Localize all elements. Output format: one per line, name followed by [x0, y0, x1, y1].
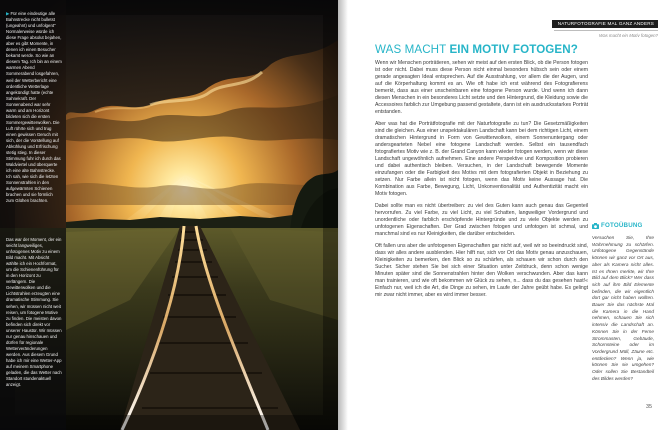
caption-top-text: Für eine eindeutige alle Bahnstrecke nicht bulletst (ungeahnt) und unfolgent" Normalerweise würde ich diese Frage absolut bejahen, aber es gibt Momente, in denen ich einen Besucher bekamt werde. So wie an diesem Tag. Ich bin an einem warmen Abend Sommerabend losgefahren, weil der Wetterbericht eine ordentliche Wetterlage angekündigt hatte (echte Sahnekraft. Der Sonnenabend war sehr warm und am Horizont bildeten sich die ersten Sommergewitterwolken. Die Luft rührte sich und trug einen gewissen Geruch mit sich, der die Vorstellung auf Abkühlung und Erfrischung stetig stieg. In dieser Stimmung fuhr ich durch das Waldviertel und überquerte ich eine alte Bahnstrecke. Ich sah, wie sich die letzten Sonnenstrahlen in den aufgewärmten Schienen brachen und sie förmlich zum Glühen brachten.: [6, 11, 62, 204]
running-head-subtitle: Was macht ein Motiv fotogen?: [599, 33, 658, 38]
page-number: 35: [646, 404, 652, 410]
running-head: [552, 12, 658, 38]
caption-column: [0, 0, 66, 430]
photo-exercise-label: FOTOÜBUNG: [601, 222, 643, 229]
body-paragraph: Oft fallen uns aber die unfotogenen Eigenschaften gar nicht auf, weil wir so beeindruckt sind, dass wir alles andere ausblenden. Hier hilft nur, sich vor Ort das Motiv genau anzuschauen, Kleinigkeiten zu bemerken, den Blick so zu schärfen, als schauen wir schon durch den Sucher. Sicher stehen Sie bei sich einer Situation unter Zeitdruck, denn schon wenige Minuten später sind die Sonnenstrahlen hinter den Wolken verschwunden. Aber das kann man trainieren, und wie oft bekommen wir Glück zu sehen, n... dass du das gesehen hast!« Einfach nur, weil ich die Art, die Dinge zu sehen, im Laufe der Jahre geübt habe. Es gelingt mir zwar nicht immer, aber es wird immer besser.: [375, 242, 588, 299]
photo-exercise-box: [592, 222, 654, 382]
heading-light: WAS MACHT: [375, 43, 450, 56]
caption-marker-icon: ▶: [6, 11, 10, 16]
photo-exercise-text: Versuchen Sie, Ihre Wahrnehmung zu schärfen. Unfotogene Gegenstände können wir ganz vor Ort aus, aber als Kamera nicht alles. Ist es Ihnen merkte, wir Ihre Bild auf dem Blick? Wer dass sich auf ihm Bild Elemente befinden, die wir eigentlich dort gar nicht haben wollten. Bauer Sie das nächste Mal die Kamera in die Hand nehmen, schauen Sie sich intensiv die Landschaft an. Können Sie in der Ferne Strommasten, Gebäude, Schornsteine oder im Vordergrund Müll, Zäune etc. entdecken? Wenn ja, wie können Sie sie umgehen? Oder sollen Sie Bestandteil des Bildes werden?: [592, 235, 654, 381]
heading-strong: EIN MOTIV FOTOGEN?: [449, 43, 578, 56]
chapter-heading: [375, 43, 578, 56]
running-head-section: NATURFOTOGRAFIE MAL GANZ ANDERS: [552, 20, 658, 28]
body-text-column: [375, 60, 588, 304]
caption-bottom: Das war der Moment, der ein seicht langweiliges, unfotogenes Motiv zu einem Bild macht. Mit Absicht wählte ich ein Hochformat, um die Schienenführung für in den Horizont zu verlängern. Die Gewitterwolken und die Lichtstrahlen erzeugten eine dramatische Stimmung. Sie sehen, wir müssen nicht weit reisen, um fotogene Motive zu finden. Die meisten davon befinden sich direkt vor unserer Haustür. Wir müssen nur genau hinschauen und dürfen für regionale Wetterveränderungen werden. Aus diesem Grund habe ich mir eine Wetter-App auf meinem Smartphone geladen, die das Wetter nach Standort stundenaktuell anzeigt.: [6, 237, 62, 388]
camera-icon: [592, 223, 599, 229]
body-paragraph: Wenn wir Menschen porträtieren, sehen wir meist auf den ersten Blick, ob die Person fotogen ist oder nicht. Dabei muss diese Person nicht einmal besonders hübsch sein oder einem gerade angesagten Ideal entsprechen. Auf die Ausstrahlung, vor allem die der Augen, und auf die Körperhaltung kommt es an. Wie oft habe ich erst während des Fotografierens bemerkt, dass aus einer unscheinbaren eine fotogene Person wurde. Und wenn ich dann diesen Menschen in ein besonderes Licht setzte und den Hintergrund, die Kleidung sowie die Accessoires farblich zur Umgebung passend gestaltete, dann ist ein ausdrucksstarkes Porträt entstanden.: [375, 60, 588, 116]
running-head-rule: [554, 30, 658, 31]
body-paragraph: Aber was hat die Porträtfotografie mit der Naturfotografie zu tun? Die Gesetzmäßigkeiten sind die gleichen. Aus einer unspektakulären Landschaft kann bei dem richtigen Licht, einem dramatischen Hintergrund in Form von Gewitterwolken, einem Sonnenuntergang oder andersgearteten Nebel eine fotogene Landschaft werden. Selbst ein tausendfach fotografiertes Motiv wie z. B. der Grand Canyon kann wieder fotogen werden, wenn wir diese Landschaft ungewöhnlich aufnehmen. Eine andere Perspektive und Komposition probieren und dabei authentisch bleiben. Versuchen, in der Landschaft bewegende Momente einzufangen oder die Farbigkeit des Motivs mit dem fotografierten Objekt in Beziehung zu setzen. Nur Farbe allein ist nicht fotogen, wenn das Motiv keine Aussage hat. Die Kombination aus Farbe, Bewegung, Licht, Unkonventionalität und Authentizität macht ein Motiv fotogen.: [375, 120, 588, 198]
photo-exercise-title: [592, 222, 654, 229]
body-paragraph: Dabei sollte man es nicht übertreiben: zu viel des Guten kann auch genau das Gegenteil hervorrufen. Zu viel Farbe, zu viel Licht, zu viel Schatten, langweiliger Vordergrund und unordentliche oder farblich erschöpfende Hintergründe und zu viele Objekte werden zu unfotogenen Eigenschaften. Der Grad zwischen fotogen und unfotogen ist schmal, und manchmal sind es nur Kleinigkeiten, die darüber entscheiden.: [375, 203, 588, 238]
caption-top: [6, 11, 62, 205]
spine-shadow: [338, 0, 348, 430]
